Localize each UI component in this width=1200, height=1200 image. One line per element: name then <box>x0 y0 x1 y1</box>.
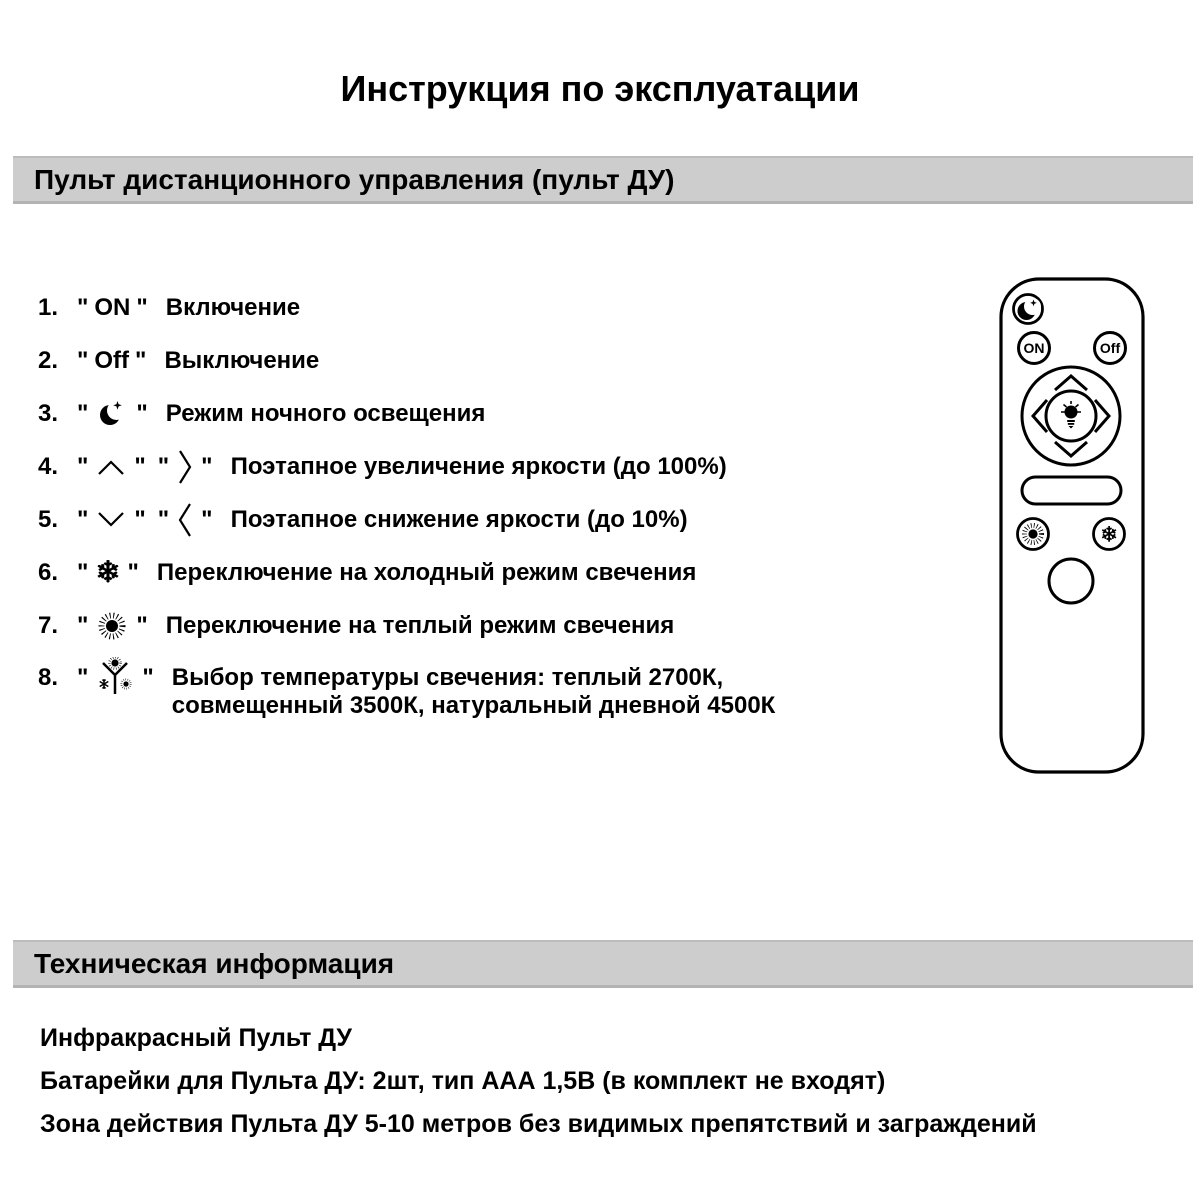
quote-mark: " <box>157 453 170 480</box>
moon-icon <box>96 398 128 430</box>
item-number: 8. <box>38 664 59 691</box>
caret-up-icon <box>96 458 126 476</box>
quote-mark: " <box>134 453 146 480</box>
item-text: Переключение на теплый режим свечения <box>165 612 675 639</box>
quote-mark: " <box>77 559 89 586</box>
snowflake-icon: ❄ <box>1100 522 1118 547</box>
quote-mark: " <box>201 453 213 480</box>
instruction-item-warm-mode <box>38 611 775 641</box>
on-button-label: ON <box>1023 340 1045 356</box>
instruction-item-brightness-down <box>38 505 775 535</box>
item-number: 4. <box>38 453 59 480</box>
quote-mark: " <box>77 612 89 639</box>
section-header-tech <box>13 940 1193 988</box>
instruction-item-off <box>38 346 775 376</box>
temp-select-icon <box>96 657 134 699</box>
section-header-remote-label: Пульт дистанционного управления (пульт ДУ) <box>34 163 675 195</box>
tech-line-remote-type: Инфракрасный Пульт ДУ <box>40 1024 352 1052</box>
instruction-item-cold-mode <box>38 555 775 590</box>
item-text: Выключение <box>164 347 320 374</box>
section-header-remote <box>13 156 1193 204</box>
quote-mark: " <box>136 294 148 321</box>
quote-mark: " <box>135 347 147 374</box>
quote-mark: " <box>127 559 139 586</box>
item-text: Включение <box>165 294 301 321</box>
tech-line-range: Зона действия Пульта ДУ 5-10 метров без видимых препятствий и заграждений <box>40 1110 1037 1138</box>
tech-line-batteries: Батарейки для Пульта ДУ: 2шт, тип ААА 1,5В (в комплект не входят) <box>40 1067 886 1095</box>
section-header-tech-label: Техническая информация <box>34 947 395 979</box>
quote-mark: " <box>142 664 154 691</box>
tech-info-list <box>40 1023 1037 1152</box>
angle-left-icon <box>177 501 193 539</box>
on-code: ON <box>94 294 131 321</box>
angle-right-icon <box>177 448 193 486</box>
instruction-item-temp-select <box>38 664 775 720</box>
snowflake-icon: ❄ <box>95 555 121 590</box>
instruction-item-night-mode <box>38 399 775 429</box>
quote-mark: " <box>157 506 170 533</box>
quote-mark: " <box>77 664 89 691</box>
item-text-line2: совмещенный 3500К, натуральный дневной 4500К <box>171 692 776 719</box>
item-text: Поэтапное увеличение яркости (до 100%) <box>230 453 727 480</box>
off-button-label: Off <box>1099 340 1121 356</box>
item-text: Режим ночного освещения <box>165 400 486 427</box>
item-text-line1: Выбор температуры свечения: теплый 2700К, <box>171 664 724 691</box>
mini-snowflake-icon <box>100 679 109 689</box>
item-number: 2. <box>38 347 59 374</box>
off-code: Off <box>94 347 130 374</box>
item-number: 7. <box>38 612 59 639</box>
quote-mark: " <box>201 506 213 533</box>
quote-mark: " <box>77 347 89 374</box>
quote-mark: " <box>77 294 89 321</box>
quote-mark: " <box>136 400 148 427</box>
item-text: Переключение на холодный режим свечения <box>156 559 697 586</box>
quote-mark: " <box>77 400 89 427</box>
quote-mark: " <box>136 612 148 639</box>
mini-sun-icon <box>122 679 131 688</box>
item-number: 6. <box>38 559 59 586</box>
quote-mark: " <box>134 506 146 533</box>
caret-down-icon <box>96 511 126 529</box>
instruction-item-brightness-up <box>38 452 775 482</box>
quote-mark: " <box>77 506 89 533</box>
item-number: 1. <box>38 294 59 321</box>
page-title: Инструкция по эксплуатации <box>340 68 860 109</box>
instruction-list <box>38 293 775 743</box>
item-text <box>172 664 776 720</box>
sun-icon <box>96 610 128 642</box>
display-window <box>1022 477 1121 504</box>
item-number: 5. <box>38 506 59 533</box>
remote-control-illustration <box>999 277 1145 774</box>
item-number: 3. <box>38 400 59 427</box>
quote-mark: " <box>77 453 89 480</box>
item-text: Поэтапное снижение яркости (до 10%) <box>230 506 688 533</box>
instruction-item-on <box>38 293 775 323</box>
